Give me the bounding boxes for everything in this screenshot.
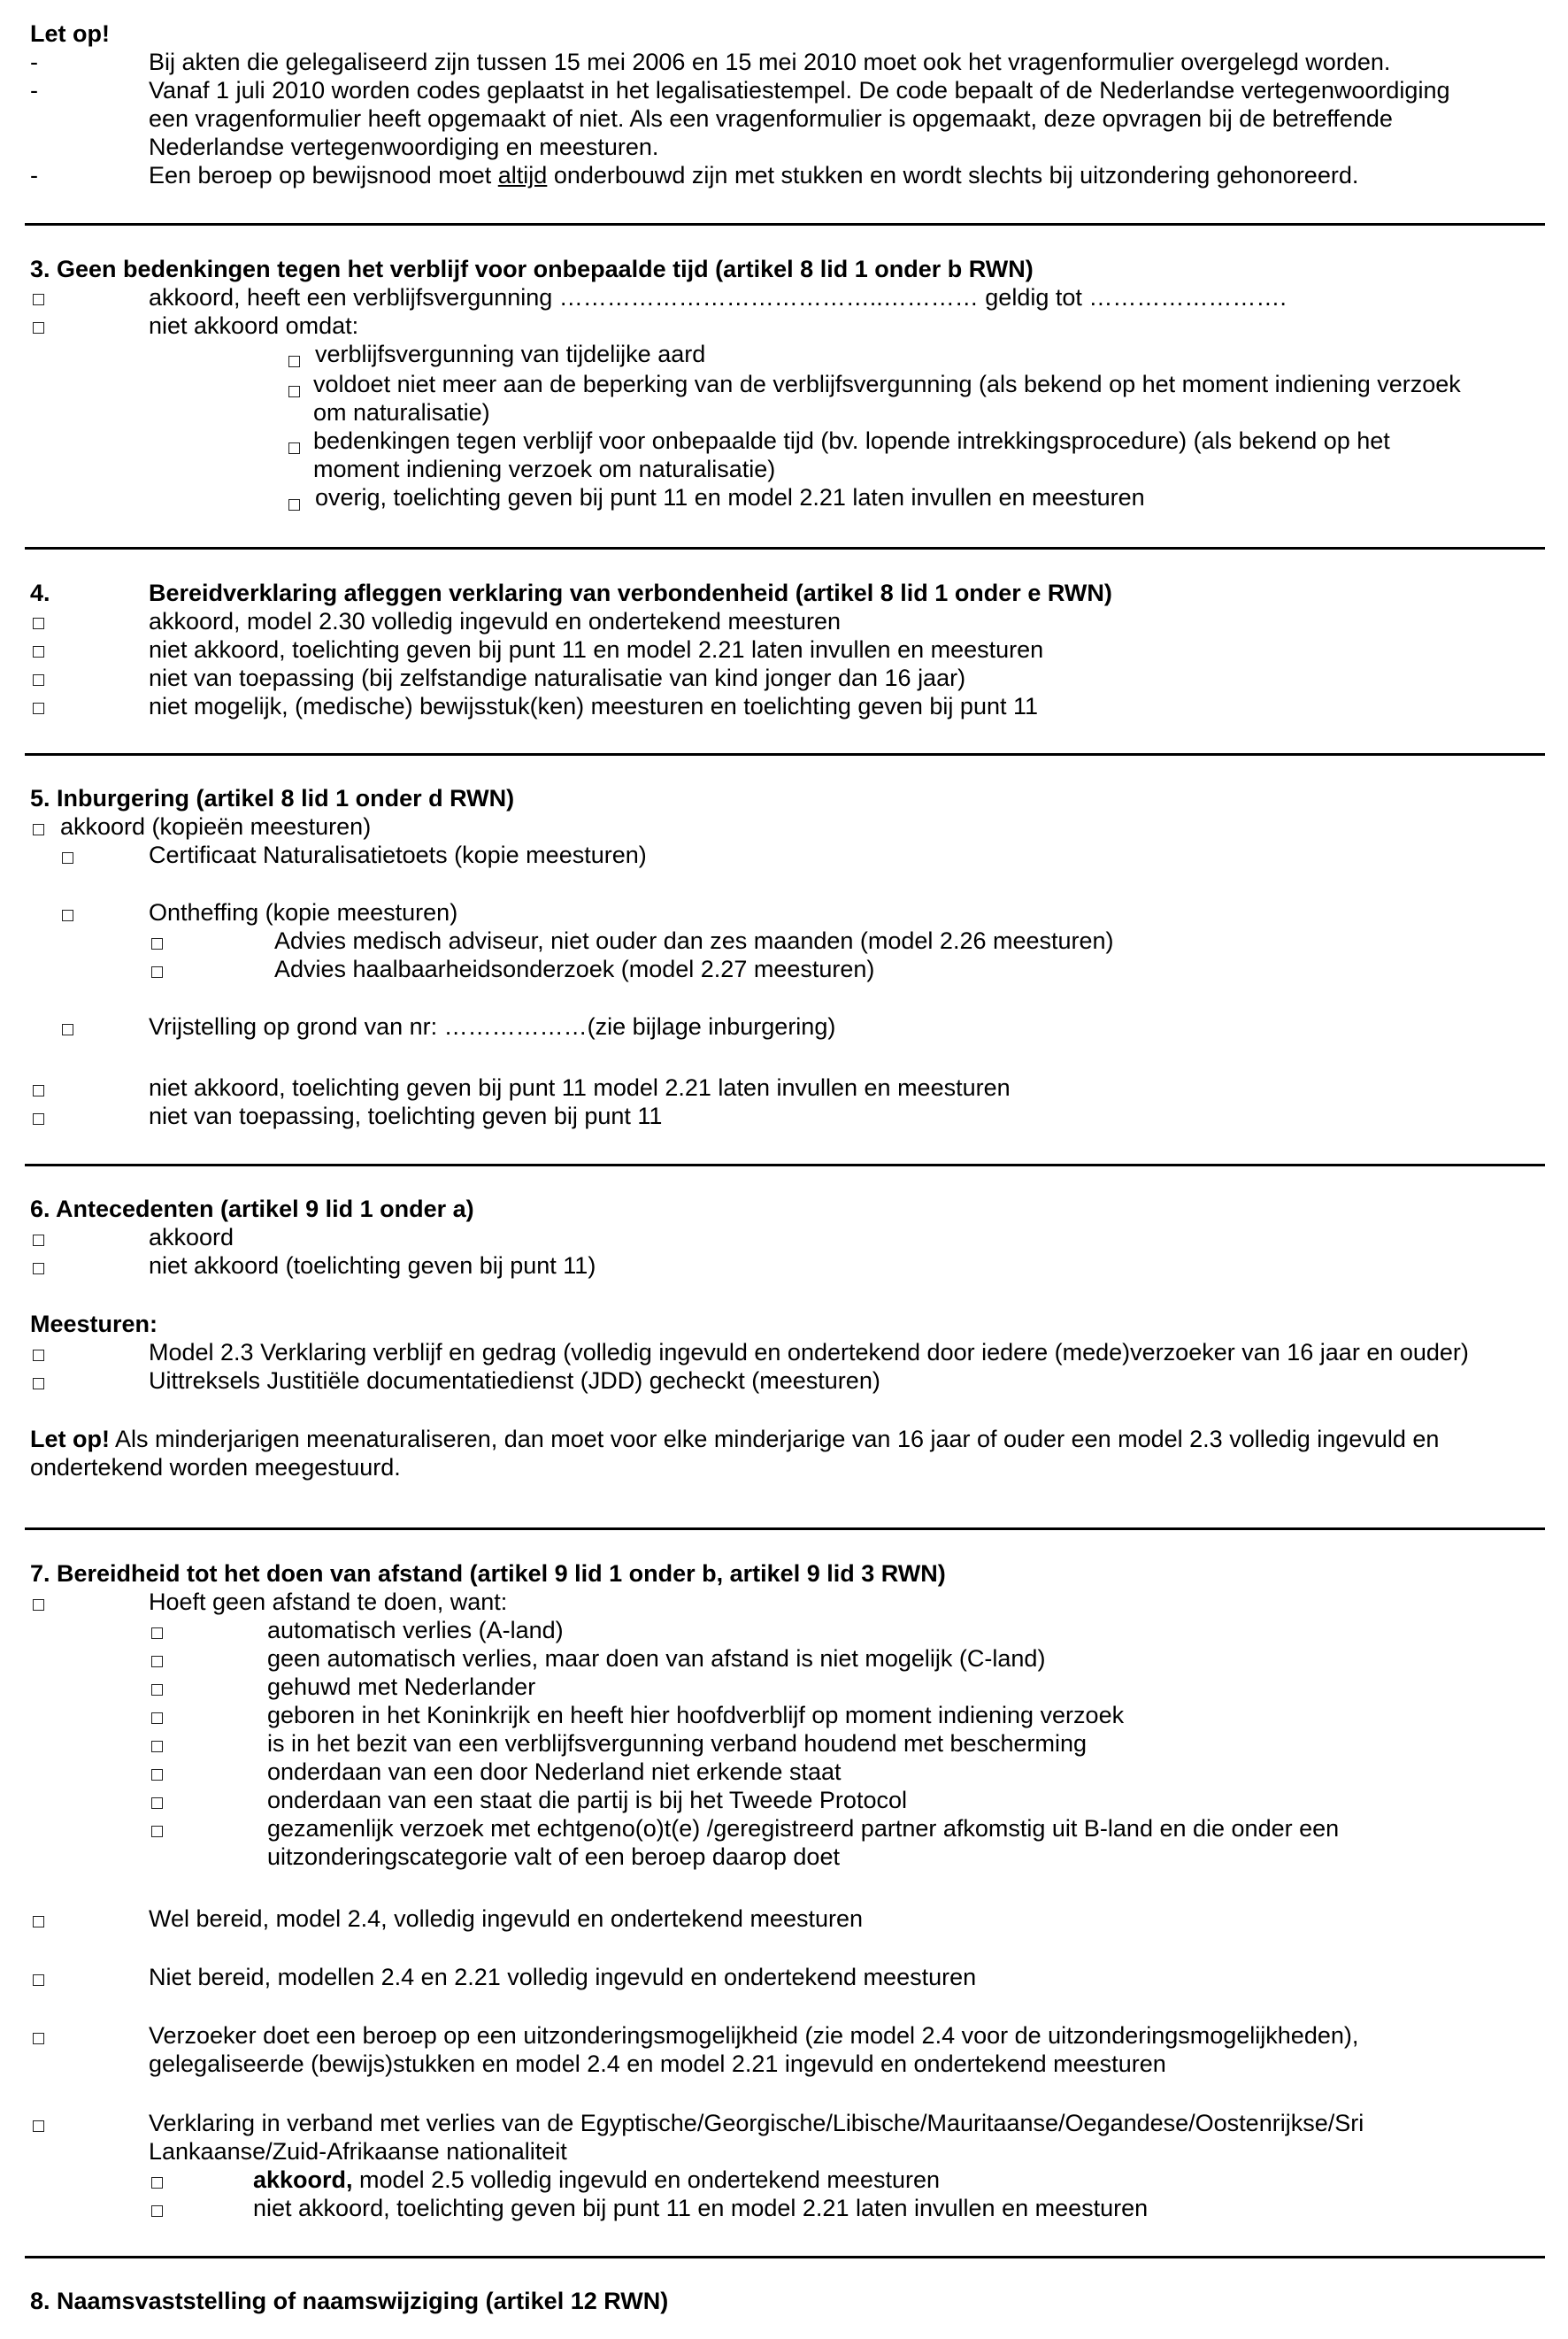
bold-segment: akkoord, xyxy=(253,2166,353,2193)
notice-title: Let op! xyxy=(30,20,110,47)
checkbox[interactable] xyxy=(33,294,44,305)
section-6-title: 6. Antecedenten (artikel 9 lid 1 onder a) xyxy=(30,1196,474,1222)
section-divider xyxy=(25,547,1545,550)
option-verklaring-cont: Lankaanse/Zuid-Afrikaanse nationaliteit xyxy=(149,2138,567,2165)
reason: gehuwd met Nederlander xyxy=(267,1673,536,1700)
reason: gezamenlijk verzoek met echtgeno(o)t(e) /geregistreerd partner afkomstig uit B-land en die onder een xyxy=(267,1815,1340,1842)
underlined-word: altijd xyxy=(497,162,548,189)
checkbox[interactable] xyxy=(151,1826,163,1837)
option-certificaat: Certificaat Naturalisatietoets (kopie meesturen) xyxy=(149,842,647,868)
checkbox[interactable] xyxy=(33,1974,44,1986)
text-segment: model 2.5 volledig ingevuld en ondertekend meesturen xyxy=(352,2166,940,2193)
option: niet mogelijk, (medische) bewijsstuk(ken) meesturen en toelichting geven bij punt 11 xyxy=(149,693,1039,719)
checkbox[interactable] xyxy=(288,356,300,367)
bullet-marker: - xyxy=(30,77,38,104)
notice-bullet-2-line-3: Nederlandse vertegenwoordiging en meesturen. xyxy=(149,134,659,160)
notice-bullet-2-line-2: een vragenformulier heeft opgemaakt of niet. Als een vragenformulier is opgemaakt, deze opvragen bij de betreffende xyxy=(149,105,1393,132)
meesturen-item: Uittreksels Justitiële documentatiedienst (JDD) gecheckt (meesturen) xyxy=(149,1367,880,1394)
sub-option: Advies medisch adviseur, niet ouder dan zes maanden (model 2.26 meesturen) xyxy=(274,927,1114,954)
option-akkoord: akkoord, heeft een verblijfsvergunning …………………………………..………… geldig tot ……………………. xyxy=(149,284,1287,311)
checkbox[interactable] xyxy=(288,442,300,454)
option-wel-bereid: Wel bereid, model 2.4, volledig ingevuld en ondertekend meesturen xyxy=(149,1905,864,1932)
option-niet-akkoord: niet akkoord omdat: xyxy=(149,312,359,339)
checkbox[interactable] xyxy=(33,1916,44,1927)
checkbox[interactable] xyxy=(62,852,73,864)
option: niet akkoord, toelichting geven bij punt 11 en model 2.21 laten invullen en meesturen xyxy=(149,636,1044,663)
checkbox[interactable] xyxy=(151,1656,163,1667)
section-5-title: 5. Inburgering (artikel 8 lid 1 onder d RWN) xyxy=(30,785,515,812)
checkbox[interactable] xyxy=(33,1599,44,1611)
minor-note-line-1 xyxy=(30,1425,1439,1453)
sub-option: voldoet niet meer aan de beperking van de verblijfsvergunning (als bekend op het moment indiening verzoek xyxy=(313,371,1461,397)
sub-option: overig, toelichting geven bij punt 11 en model 2.21 laten invullen en meesturen xyxy=(315,484,1145,511)
note-text: Als minderjarigen meenaturaliseren, dan moet voor elke minderjarige van 16 jaar of ouder een model 2.3 volledig ingevuld en xyxy=(109,1426,1440,1452)
option-uitzondering: Verzoeker doet een beroep op een uitzonderingsmogelijkheid (zie model 2.4 voor de uitzonderingsmogelijkheden), xyxy=(149,2022,1359,2049)
checkbox[interactable] xyxy=(33,824,44,835)
verklaring-akkoord xyxy=(253,2166,940,2194)
sub-option: verblijfsvergunning van tijdelijke aard xyxy=(315,341,706,367)
checkbox[interactable] xyxy=(62,910,73,921)
section-3-title: 3. Geen bedenkingen tegen het verblijf voor onbepaalde tijd (artikel 8 lid 1 onder b RWN) xyxy=(30,256,1034,282)
checkbox[interactable] xyxy=(33,2033,44,2044)
option-uitzondering-cont: gelegaliseerde (bewijs)stukken en model 2.4 en model 2.21 ingevuld en ondertekend meesturen xyxy=(149,2050,1166,2077)
checkbox[interactable] xyxy=(33,322,44,334)
checkbox[interactable] xyxy=(151,2177,163,2189)
checkbox[interactable] xyxy=(33,1263,44,1274)
checkbox[interactable] xyxy=(33,1235,44,1246)
sub-option: Advies haalbaarheidsonderzoek (model 2.27 meesturen) xyxy=(274,956,875,982)
checkbox[interactable] xyxy=(151,1741,163,1752)
checkbox[interactable] xyxy=(151,966,163,978)
section-divider xyxy=(25,1527,1545,1530)
sub-option-cont: moment indiening verzoek om naturalisatie) xyxy=(313,456,776,482)
note-label: Let op! xyxy=(30,1426,110,1452)
option-niet-bereid: Niet bereid, modellen 2.4 en 2.21 volledig ingevuld en ondertekend meesturen xyxy=(149,1964,977,1990)
option-verklaring: Verklaring in verband met verlies van de Egyptische/Georgische/Libische/Mauritaanse/Oegandese/Oostenrijkse/Sri xyxy=(149,2110,1364,2136)
meesturen-title: Meesturen: xyxy=(30,1311,158,1337)
reason: onderdaan van een door Nederland niet erkende staat xyxy=(267,1758,842,1785)
checkbox[interactable] xyxy=(151,1797,163,1809)
reason-cont: uitzonderingscategorie valt of een beroep daarop doet xyxy=(267,1843,840,1870)
section-7-title: 7. Bereidheid tot het doen van afstand (artikel 9 lid 1 onder b, artikel 9 lid 3 RWN) xyxy=(30,1560,946,1587)
option-hoeft: Hoeft geen afstand te doen, want: xyxy=(149,1589,508,1615)
checkbox[interactable] xyxy=(33,1350,44,1361)
notice-bullet-2-line-1: Vanaf 1 juli 2010 worden codes geplaatst in het legalisatiestempel. De code bepaalt of de Nederlandse vertegenwoordiging xyxy=(149,77,1450,104)
notice-bullet-1: Bij akten die gelegaliseerd zijn tussen 15 mei 2006 en 15 mei 2010 moet ook het vragenformulier overgelegd worden. xyxy=(149,49,1391,75)
option: niet akkoord (toelichting geven bij punt 11) xyxy=(149,1252,596,1279)
reason: geboren in het Koninkrijk en heeft hier hoofdverblijf op moment indiening verzoek xyxy=(267,1702,1125,1728)
text-segment: Een beroep op bewijsnood moet xyxy=(149,162,498,189)
checkbox[interactable] xyxy=(33,618,44,629)
checkbox[interactable] xyxy=(288,499,300,511)
option: niet van toepassing (bij zelfstandige naturalisatie van kind jonger dan 16 jaar) xyxy=(149,665,966,691)
option-ontheffing: Ontheffing (kopie meesturen) xyxy=(149,899,458,926)
minor-note-line-2: ondertekend worden meegestuurd. xyxy=(30,1454,401,1481)
option-niet-van-toepassing: niet van toepassing, toelichting geven bij punt 11 xyxy=(149,1103,663,1129)
reason: is in het bezit van een verblijfsvergunning verband houdend met bescherming xyxy=(267,1730,1088,1757)
reason: automatisch verlies (A-land) xyxy=(267,1617,564,1643)
verklaring-niet-akkoord: niet akkoord, toelichting geven bij punt 11 en model 2.21 laten invullen en meesturen xyxy=(253,2195,1149,2221)
section-4-title: Bereidverklaring afleggen verklaring van verbondenheid (artikel 8 lid 1 onder e RWN) xyxy=(149,580,1112,606)
checkbox[interactable] xyxy=(33,1085,44,1096)
checkbox[interactable] xyxy=(33,2120,44,2132)
notice-bullet-3 xyxy=(149,161,1358,189)
checkbox[interactable] xyxy=(151,1769,163,1781)
checkbox[interactable] xyxy=(62,1024,73,1035)
option-akkoord: akkoord (kopieën meesturen) xyxy=(60,813,372,840)
checkbox[interactable] xyxy=(151,1712,163,1724)
checkbox[interactable] xyxy=(33,1113,44,1125)
checkbox[interactable] xyxy=(151,2205,163,2217)
bullet-marker: - xyxy=(30,162,38,189)
bullet-marker: - xyxy=(30,49,38,75)
section-divider xyxy=(25,1164,1545,1166)
option-vrijstelling: Vrijstelling op grond van nr: ………………(zie bijlage inburgering) xyxy=(149,1013,836,1040)
checkbox[interactable] xyxy=(151,1684,163,1696)
meesturen-item: Model 2.3 Verklaring verblijf en gedrag (volledig ingevuld en ondertekend door iedere (mede)verzoeker van 16 jaar en ouder) xyxy=(149,1339,1469,1366)
section-4-number: 4. xyxy=(30,580,50,606)
sub-option-cont: om naturalisatie) xyxy=(313,399,490,426)
section-8-title: 8. Naamsvaststelling of naamswijziging (artikel 12 RWN) xyxy=(30,2288,669,2314)
reason: geen automatisch verlies, maar doen van afstand is niet mogelijk (C-land) xyxy=(267,1645,1046,1672)
text-segment: onderbouwd zijn met stukken en wordt slechts bij uitzondering gehonoreerd. xyxy=(547,162,1359,189)
option: akkoord, model 2.30 volledig ingevuld en ondertekend meesturen xyxy=(149,608,842,635)
checkbox[interactable] xyxy=(151,938,163,950)
section-divider xyxy=(25,753,1545,756)
reason: onderdaan van een staat die partij is bij het Tweede Protocol xyxy=(267,1787,907,1813)
checkbox[interactable] xyxy=(151,1627,163,1639)
checkbox[interactable] xyxy=(33,646,44,658)
checkbox[interactable] xyxy=(33,703,44,714)
option-niet-akkoord: niet akkoord, toelichting geven bij punt 11 model 2.21 laten invullen en meesturen xyxy=(149,1074,1011,1101)
section-divider xyxy=(25,2256,1545,2258)
sub-option: bedenkingen tegen verblijf voor onbepaalde tijd (bv. lopende intrekkingsprocedure) (als bekend op het xyxy=(313,427,1390,454)
checkbox[interactable] xyxy=(288,386,300,397)
option: akkoord xyxy=(149,1224,234,1250)
checkbox[interactable] xyxy=(33,674,44,686)
section-divider xyxy=(25,223,1545,226)
checkbox[interactable] xyxy=(33,1378,44,1389)
